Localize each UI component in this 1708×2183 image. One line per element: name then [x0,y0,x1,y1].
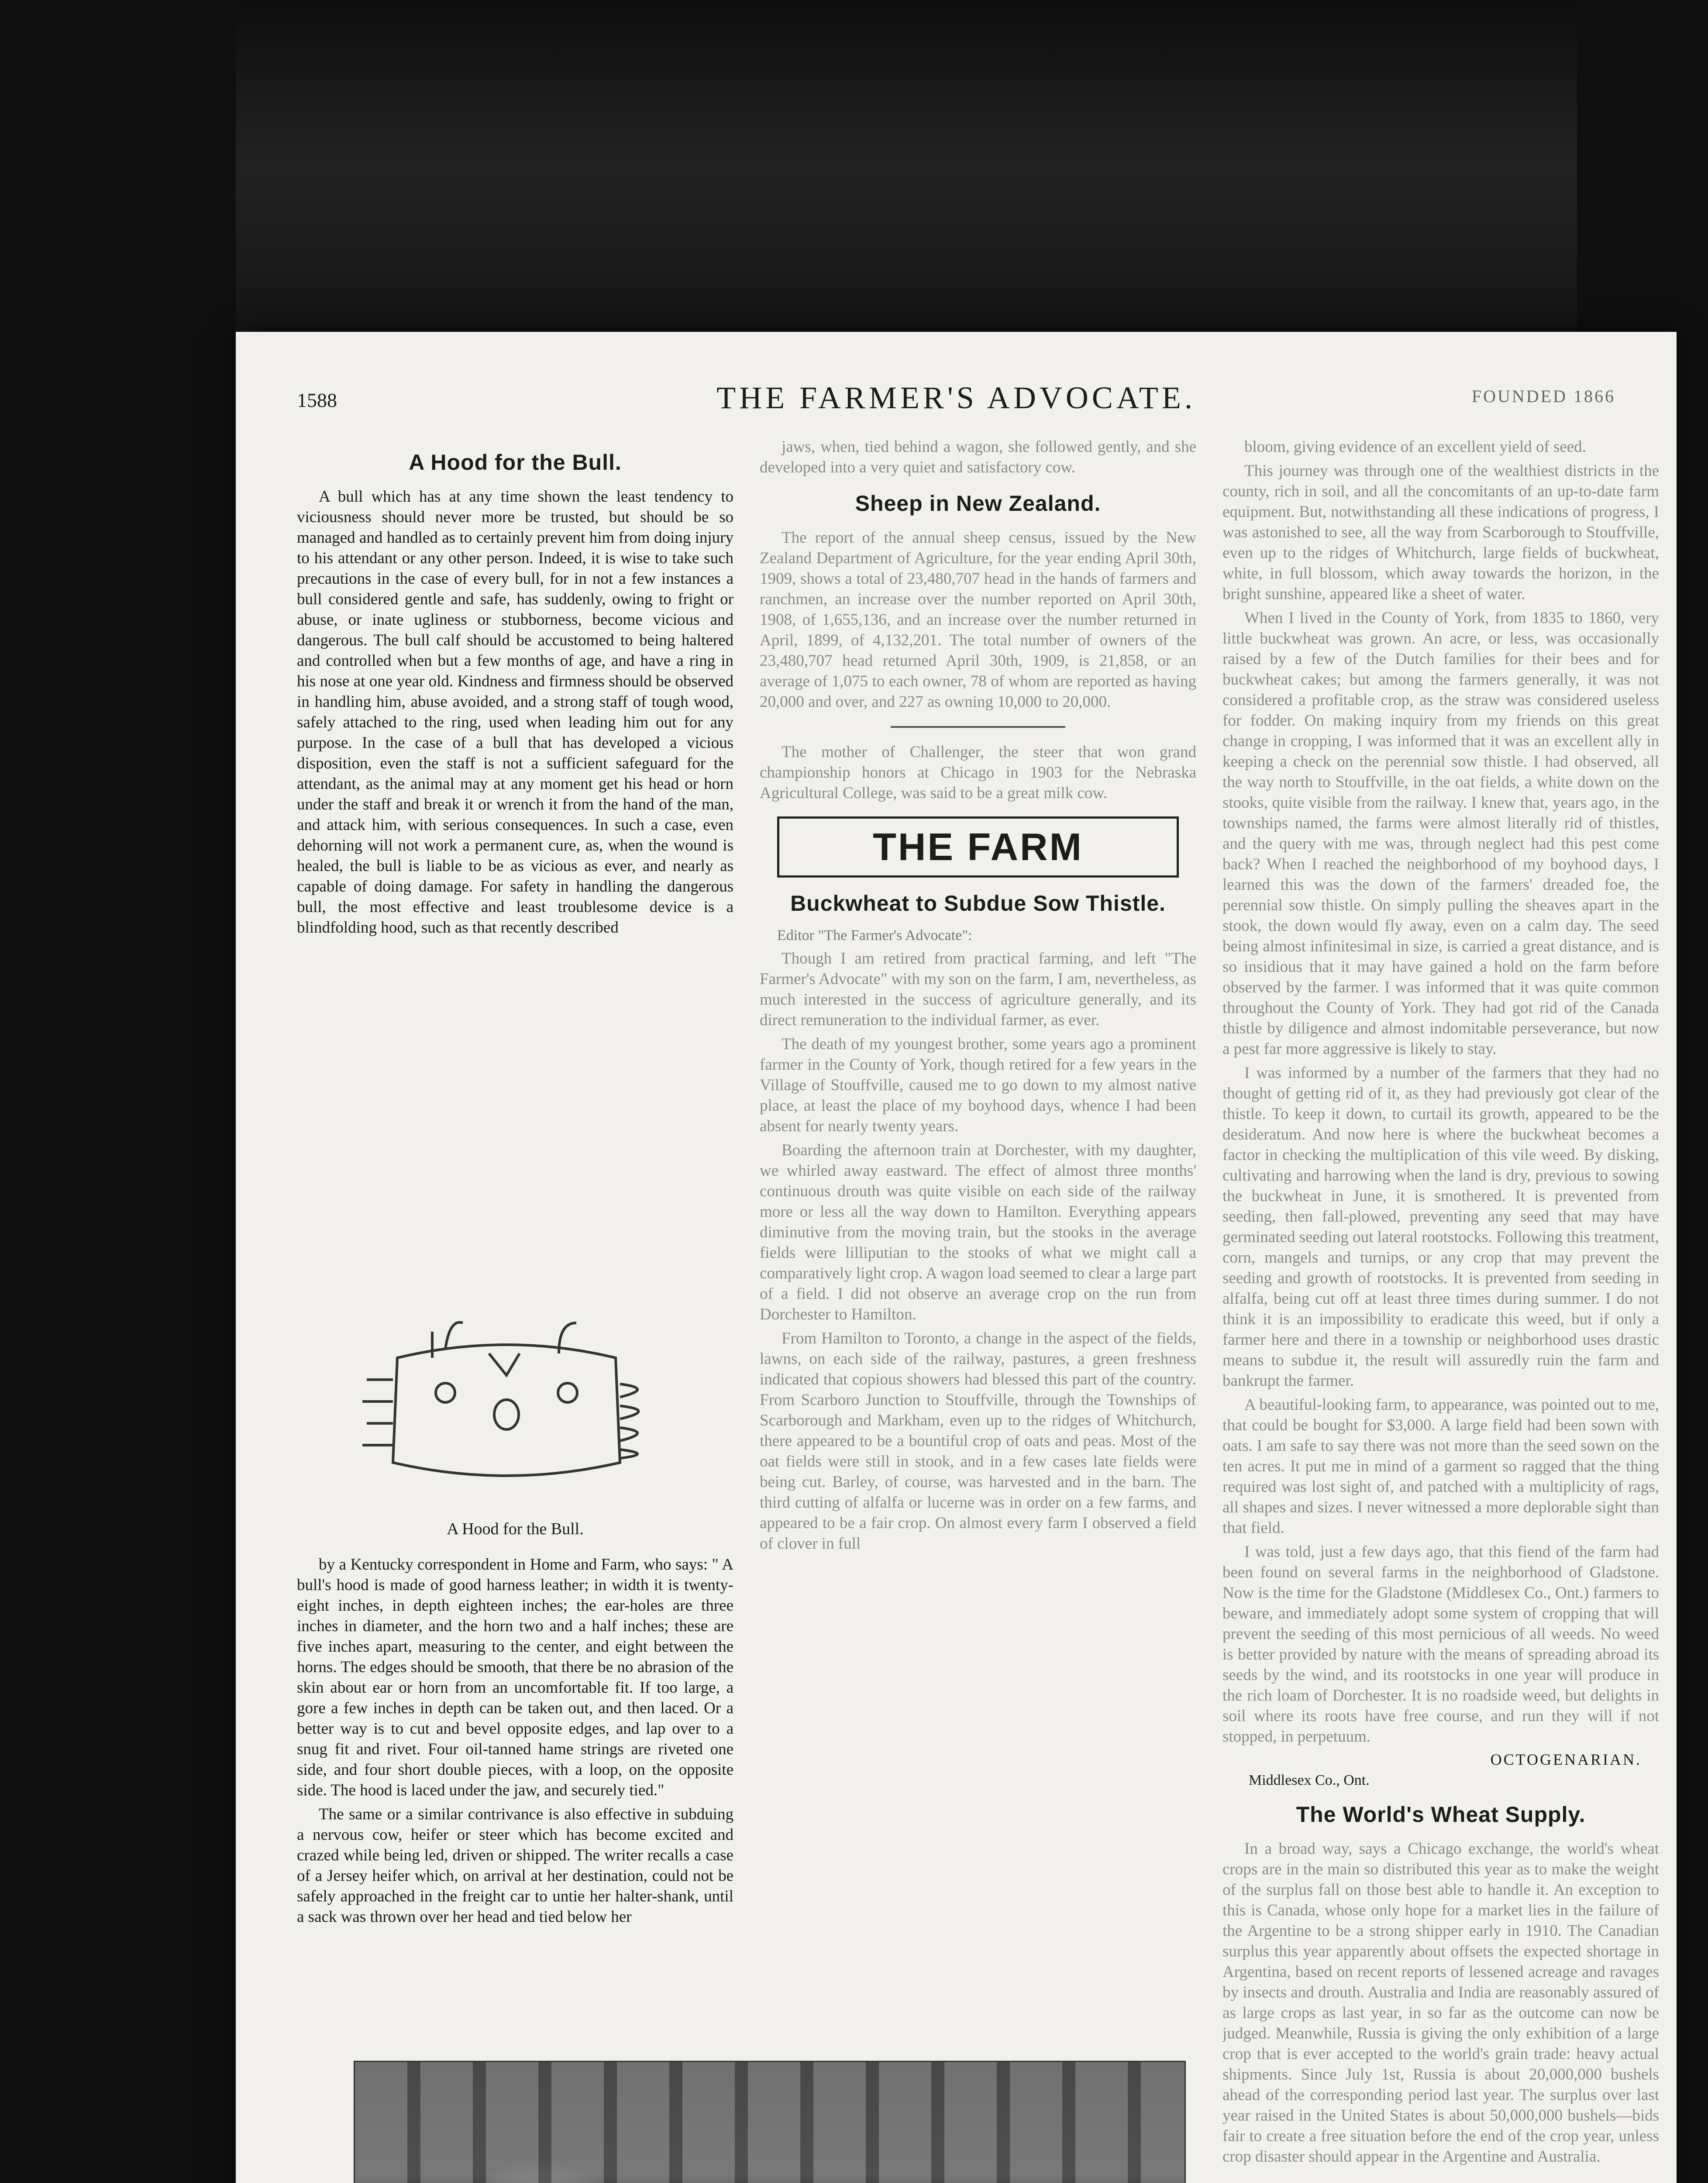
page-number: 1588 [297,389,337,411]
article-paragraph: I was informed by a number of the farmers that they had no thought of getting rid of it, as they had previously got clear of the thistle. To keep it down, to curtail its growth, appeared to be the desideratum. And now here is where the buckwheat becomes a factor in checking the multiplication of this vile weed. By disking, cultivating and harrowing when the land is dry, previous to sowing the buckwheat in June, it is smothered. It is prevented from seeding, then fall-plowed, preventing any seed that may have germinated seeding out lateral rootstocks. Following this treatment, corn, mangels and turnips, or any crop that may prevent the seeding and growth of rootstocks. It is prevented from seeding in alfalfa, being cut off at least three times during summer. I do not think it is an impossibility to eradicate this weed, but if only a farmer here and there in a township or neighborhood uses drastic means to subdue it, the result will assuredly ruin the farm and bankrupt the farmer. [1222,1064,1659,1390]
column-3 [1222,437,1659,2183]
article-paragraph: From Hamilton to Toronto, a change in the aspect of the fields, lawns, on each side of the railway, pastures, a green freshness indicated that copious showers had blessed this part of the country. From Scarboro Junction to Stouffville, through the Townships of Scarborough and Markham, even up to the ridges of Whitchurch, there appeared to be a bountiful crop of oats and peas. Most of the oat fields were still in stook, and in a few cases late fields were being cut. Barley, of course, was harvested and in the barn. The third cutting of alfalfa or lucerne was in order on a few farms, and appeared to be a fair crop. On almost every farm I observed a field of clover in full [760,1329,1196,1553]
hereford-bull-photo [354,2061,1186,2183]
article-title-wheat: The World's Wheat Supply. [1296,1802,1586,1827]
column-2 [760,437,1196,1746]
figure-caption: A Hood for the Bull. [447,1520,584,1538]
section-rule [891,726,1065,728]
article-paragraph: The death of my youngest brother, some years ago a prominent farmer in the County of York, though retired for a few years in the Village of Stouffville, caused me to go down to my almost native place, at least the place of my boyhood days, whence I had been absent for nearly twenty years. [760,1035,1196,1135]
article-paragraph: I was told, just a few days ago, that this fiend of the farm had been found on several farms in the neighborhood of Gladstone. Now is the time for the Gladstone (Middlesex Co., Ont.) farmers to beware, and immediately adopt some system of cropping that will prevent the seeding of this most pernicious of all weeds. No weed is better provided by nature with the means of spreading abroad its seeds by the wind, and its rootstocks in one year will produce in the rich loam of Dorchester. It is no roadside weed, but delights in soil where its roots have free course, and run they will if not stopped, in perpetuum. [1222,1543,1659,1746]
newspaper-page [236,332,1677,2183]
article-title-bull-hood: A Hood for the Bull. [409,450,622,475]
article-paragraph: This journey was through one of the wealthiest districts in the county, rich in soil, and all the concomitants of an up-to-date farm equipment. But, notwithstanding all these indications of progress, I was astonished to see, all the way from Scarborough to Stouffville, even up to the ridges of Whitchurch, large fields of buckwheat, white, in full blossom, which away towards the horizon, in the bright sunshine, appeared like a sheet of water. [1222,462,1659,603]
article-paragraph: Boarding the afternoon train at Dorchester, with my daughter, we whirled away eastward. The effect of almost three months' continuous drouth was quite visible on each side of the railway more or less all the way down to Hamilton. Everything appears diminutive from the moving train, but the stooks in the average fields were lilliputian to the stooks of what we might call a comparatively light crop. A wagon load seemed to clear a large part of a field. I did not observe an average crop on the run from Dorchester to Hamilton. [760,1141,1196,1323]
letter-salutation: Editor "The Farmer's Advocate": [777,927,972,943]
article-paragraph: The mother of Challenger, the steer that won grand championship honors at Chicago in 1903 for the Nebraska Agricultural College, was said to be a great milk cow. [760,743,1196,802]
scan-background-left [0,0,236,2183]
article-paragraph: A bull which has at any time shown the least tendency to viciousness should never more be trusted, but should be so managed and handled as to certainly prevent him from doing injury to his attendant or any other person. Indeed, it is wise to take such precautions in the case of every bull, for in not a few instances a bull considered gentle and safe, has suddenly, owing to fright or abuse, or inate ugliness or stubborness, become vicious and dangerous. The bull calf should be accustomed to being haltered and controlled when but a few months of age, and have a ring in his nose at one year old. Kindness and firmness should be observed in handling him, abuse avoided, and a strong staff of tough wood, safely attached to the ring, used when leading him out for any purpose. In the case of a bull that has developed a vicious disposition, even the staff is not a sufficient safeguard for the attendant, as the animal may at any moment get his head or horn under the staff and break it or wrench it from the hand of the man, and attack him, with serious consequences. In such a case, even dehorning will not work a permanent cure, as, when the wound is healed, the bull is liable to be as vicious as ever, and nearly as capable of doing damage. For safety in handling the dangerous bull, the most effective and least troublesome device is a blindfolding hood, such as that recently described [297,488,733,937]
article-paragraph: Though I am retired from practical farming, and left "The Farmer's Advocate" with my son on the farm, I am, nevertheless, as much interested in the success of agriculture generally, and its direct remuneration to the individual farmer, as ever. [760,950,1196,1029]
founded-note: FOUNDED 1866 [1471,386,1615,406]
article-paragraph: A beautiful-looking farm, to appearance, was pointed out to me, that could be bought for $3,000. A large field had been sown with oats. I am safe to say there was not more than the seed sown on the ten acres. It put me in mind of a garment so ragged that the thing required was lost sight of, and patched with a multiplicity of rags, all shapes and sizes. I never witnessed a more deplorable sight than that field. [1222,1396,1659,1537]
article-paragraph: jaws, when, tied behind a wagon, she followed gently, and she developed into a very quiet and satisfactory cow. [760,438,1196,476]
article-paragraph: The same or a similar contrivance is also effective in subduing a nervous cow, heifer or steer which has become excited and crazed while being led, driven or shipped. The writer recalls a case of a Jersey heifer which, on arrival at her destination, could not be safely approached in the freight car to untie her halter-shank, until a sack was thrown over her head and tied below her [297,1805,733,1926]
letter-location: Middlesex Co., Ont. [1249,1772,1370,1788]
article-paragraph: The report of the annual sheep census, issued by the New Zealand Department of Agriculture, for the year ending April 30th, 1909, shows a total of 23,480,707 head in the hands of farmers and ranchmen, an increase over the number reported on April 30th, 1908, of 1,655,136, and an increase over the number returned in April, 1899, of 4,132,201. The total number of owners of the 23,480,707 head returned April 30th, 1909, is 21,858, or an average of 1,075 to each owner, 78 of whom are reported as having 20,000 and over, and 227 as owning 10,000 to 20,000. [760,529,1196,711]
article-paragraph: When I lived in the County of York, from 1835 to 1860, very little buckwheat was grown. An acre, or less, was occasionally raised by a few of the Dutch families for their bees and for buckwheat cakes; but among the farmers generally, it was not considered a profitable crop, as the straw was considered useless for fodder. On making inquiry from my friends on this great change in cropping, I was informed that it was an excellent ally in keeping a check on the perennial sow thistle. I had observed, all the way north to Stouffville, in the oat fields, a white down on the stooks, quite visible from the railway. I knew that, years ago, in the townships named, the farms were almost literally rid of thistles, and the query with me was, through neglect had this pest come back? When I reached the neighborhood of my boyhood days, I learned this was the down of the farmers' dreaded foe, the perennial sow thistle. On simply pulling the sheaves apart in the stook, the down would fly away, even on a calm day. The seed being almost infinitesimal in size, is carried a great distance, and is so insidious that it may have gained a hold on the farm before observed by the farmer. I was informed that it was quite common throughout the County of York. They had got rid of the Canada thistle by diligence and almost indomitable perseverance, but now a pest far more aggressive is likely to stay. [1222,609,1659,1058]
article-paragraph: bloom, giving evidence of an excellent yield of seed. [1244,438,1586,456]
column-1 [297,437,733,1746]
scan-background-top [0,0,1708,332]
article-title-buckwheat: Buckwheat to Subdue Sow Thistle. [790,891,1166,916]
masthead: THE FARMER'S ADVOCATE. [716,380,1196,415]
article-paragraph: In a broad way, says a Chicago exchange, the world's wheat crops are in the main so distributed this year as to make the weight of the surplus fall on those best able to handle it. An exception to this is Canada, whose only hope for a market lies in the failure of the Argentine to be a strong shipper early in 1910. The Canadian surplus this year apparently about offsets the expected shortage in Argentina, based on recent reports of lessened acreage and ravages by insects and drouth. Australia and India are reasonably assured of as large crops as last year, in so far as the outcome can now be judged. Meanwhile, Russia is giving the only exhibition of a large crop that is ever accepted to the world's grain trade: heavy actual shipments. Since July 1st, Russia is about 20,000,000 bushels ahead of the corresponding period last year. The surplus over last year raised in the United States is about 50,000,000 bushels—bids fair to create a free situation before the end of the crop year, unless crop disaster should appear in the Argentine and Australia. [1222,1840,1659,2166]
section-banner-the-farm: THE FARM [777,816,1179,878]
photo-background-arches [355,2062,1185,2183]
page-header [236,380,1677,432]
letter-signature: OCTOGENARIAN. [1490,1751,1642,1768]
article-title-sheep: Sheep in New Zealand. [855,491,1101,516]
bull-hood-illustration [332,1305,681,1506]
article-paragraph: by a Kentucky correspondent in Home and Farm, who says: " A bull's hood is made of good harness leather; in width it is twenty-eight inches, in depth eighteen inches; the ear-holes are three inches in diameter, and the horn two and a half inches; these are five inches apart, measuring to the center, and eight between the horns. The edges should be smooth, that there be no abrasion of the skin about ear or horn from an uncomfortable fit. If too large, a gore a few inches in depth can be taken out, and then laced. Or a better way is to cut and bevel opposite edges, and lap over to a snug fit and rivet. Four oil-tanned hame strings are riveted one side, and four short double pieces, with a loop, on the opposite side. The hood is laced under the jaw, and securely tied." [297,1556,733,1799]
